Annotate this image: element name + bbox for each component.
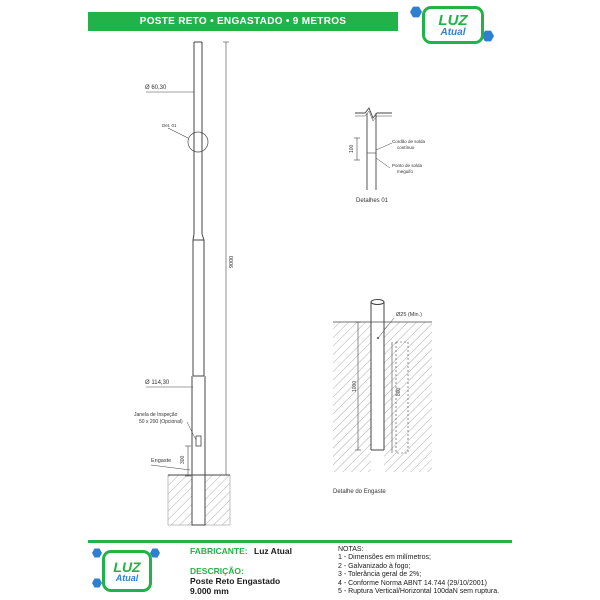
- detail01-dim-label: 100: [349, 144, 355, 153]
- detail01-caption: Detalhes 01: [356, 198, 389, 204]
- note-item: 2 - Galvanizado à fogo;: [338, 562, 411, 570]
- note-item: 1 - Dimensões em milímetros;: [338, 554, 431, 562]
- page-title: POSTE RETO • ENGASTADO • 9 METROS: [139, 16, 347, 27]
- description-line1: Poste Reto Engastado: [190, 576, 281, 586]
- notes-block: [338, 546, 499, 596]
- detail-embed: [333, 300, 432, 473]
- manufacturer-value: Luz Atual: [254, 546, 292, 556]
- logo-word-luz: LUZ: [438, 11, 468, 29]
- inspection-window-label-1: Janela de Inspeção: [134, 412, 178, 418]
- pole-main: [192, 42, 205, 525]
- note-item: 3 - Tolerância geral de 2%;: [338, 571, 422, 579]
- logo-word-luz: LUZ: [113, 558, 141, 575]
- description-label: DESCRIÇÃO:: [190, 566, 244, 576]
- description-line2: 9.000 mm: [190, 586, 229, 596]
- logo-bottom: [92, 546, 162, 592]
- note-item: 4 - Conforme Norma ABNT 14.744 (29/10/2001): [338, 579, 487, 587]
- detail01-cord-label-1: Cordão de solda: [392, 139, 426, 144]
- logo-word-atual: Atual: [115, 572, 139, 583]
- diameter-top-label: Ø 60,30: [145, 85, 167, 91]
- detail01-point-label-2: meguifo: [397, 169, 414, 174]
- logo-word-atual: Atual: [440, 26, 466, 38]
- detail-01: [355, 108, 392, 190]
- total-height-label: 9000: [229, 255, 235, 268]
- notes-title: NOTAS:: [338, 546, 364, 553]
- manufacturer-label: FABRICANTE:: [190, 546, 248, 556]
- detail01-cord-label-2: contínuo: [397, 145, 415, 150]
- inspection-window: [196, 436, 201, 446]
- hexagon-icon: [92, 548, 102, 558]
- embed-dim-outer-label: 1000: [352, 380, 358, 392]
- detail-circle: [188, 132, 208, 152]
- detail01-point-label-1: Ponto de solda: [392, 163, 423, 168]
- diameter-base-label: Ø 114,30: [145, 380, 170, 386]
- note-item: 5 - Ruptura Vertical/Horizontal 100daN sem ruptura.: [338, 588, 500, 596]
- hexagon-icon: [92, 578, 102, 588]
- inspection-window-label-2: 50 x 200 (Opcional): [139, 419, 183, 425]
- embed-dim-inner-label: 800: [396, 387, 402, 396]
- embed-label: Engaste: [151, 458, 172, 464]
- detail-ref-label: Det. 01: [162, 123, 177, 128]
- footer-divider: [88, 540, 512, 543]
- embed-caption: Detalhe do Engaste: [333, 489, 386, 495]
- embed-diameter-label: Ø25 (Min.): [396, 312, 422, 318]
- window-dim-label: 300: [180, 455, 186, 464]
